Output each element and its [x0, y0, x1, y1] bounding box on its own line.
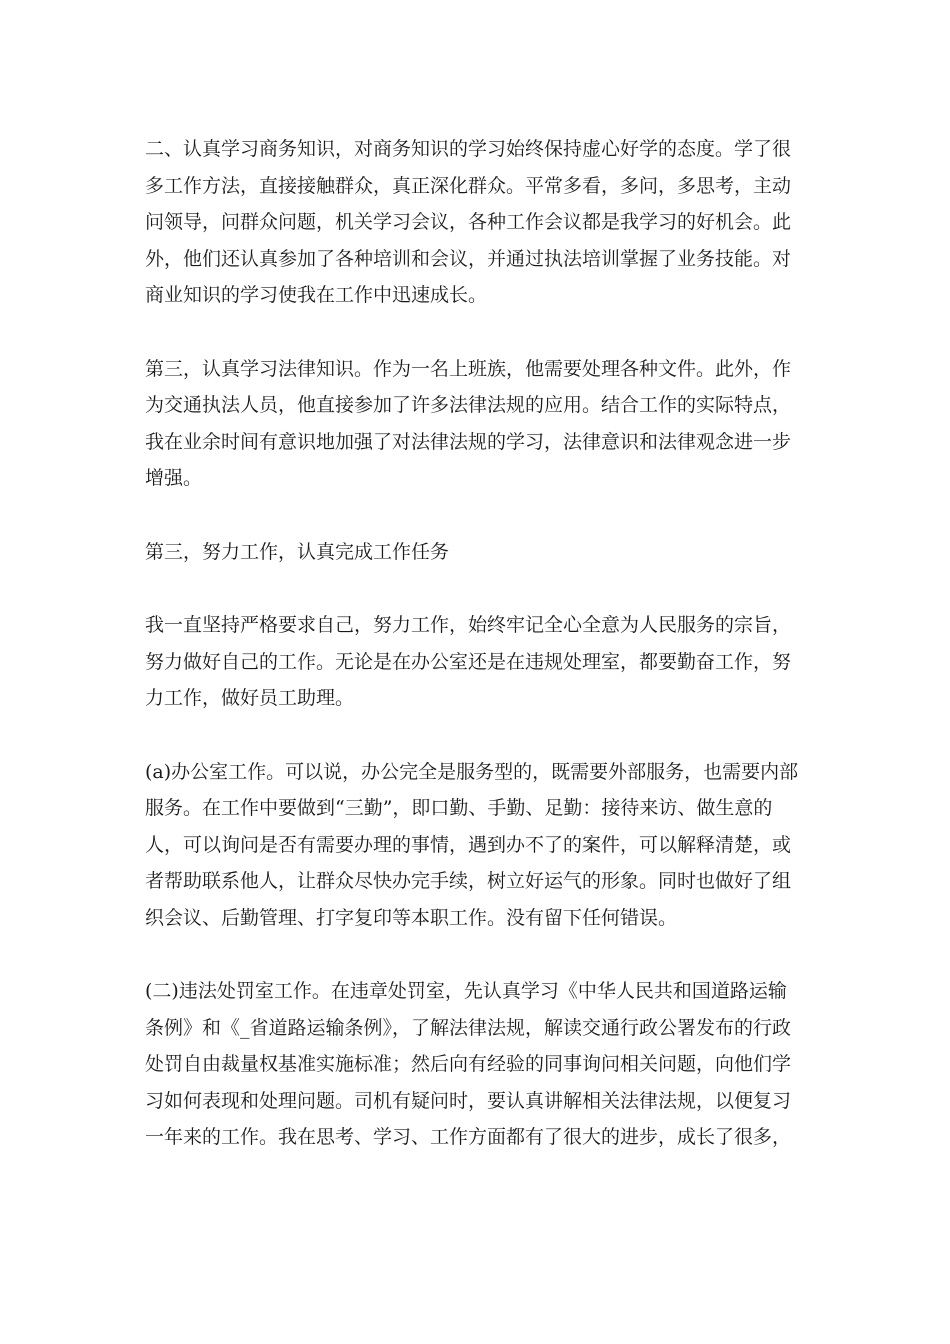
- text-line: 处罚自由裁量权基准实施标准；然后向有经验的同事询问相关问题，向他们学: [145, 1053, 792, 1075]
- text-line: 第三，努力工作，认真完成工作任务: [145, 540, 450, 563]
- text-line: 者帮助联系他人，让群众尽快办完手续，树立好运气的形象。同时也做好了组: [145, 870, 792, 892]
- text-line: 习如何表现和处理问题。司机有疑问时，要认真讲解相关法律法规，以便复习: [145, 1089, 792, 1112]
- paragraph-work-attitude: [145, 607, 810, 717]
- text-line: 力工作，做好员工助理。: [145, 687, 355, 709]
- paragraph-penalty-office: [145, 973, 810, 1156]
- text-line: 多工作方法，直接接触群众，真正深化群众。平常多看，多问，多思考，主动: [145, 174, 792, 197]
- text-line: 问领导，问群众问题，机关学习会议，各种工作会议都是我学习的好机会。此: [145, 211, 792, 233]
- text-line: 二、认真学习商务知识，对商务知识的学习始终保持虚心好学的态度。学了很: [145, 138, 792, 160]
- text-line: (二)违法处罚室工作。在违章处罚室，先认真学习《中华人民共和国道路运输: [145, 980, 787, 1002]
- text-line: 第三，认真学习法律知识。作为一名上班族，他需要处理各种文件。此外，作: [145, 357, 792, 380]
- text-line: 条例》和《_省道路运输条例》，了解法律法规，解读交通行政公署发布的行政: [145, 1016, 792, 1039]
- section-heading: [145, 534, 810, 571]
- text-line: 我在业余时间有意识地加强了对法律法规的学习，法律意识和法律观念进一步: [145, 430, 792, 453]
- text-line: 商业知识的学习使我在工作中迅速成长。: [145, 284, 488, 306]
- text-line: 努力做好自己的工作。无论是在办公室还是在违规处理室，都要勤奋工作，努: [145, 650, 792, 673]
- paragraph-legal-knowledge: [145, 351, 810, 497]
- text-line: 人，可以询问是否有需要办理的事情，遇到办不了的案件，可以解释清楚，或: [145, 833, 792, 856]
- text-line: 我一直坚持严格要求自己，努力工作，始终牢记全心全意为人民服务的宗旨，: [145, 614, 792, 636]
- document-body: [145, 131, 810, 1193]
- text-line: 服务。在工作中要做到“三勤”，即口勤、手勤、足勤：接待来访、做生意的: [145, 797, 773, 819]
- text-line: 外，他们还认真参加了各种培训和会议，并通过执法培训掌握了业务技能。对: [145, 247, 792, 270]
- text-line: (a)办公室工作。可以说，办公完全是服务型的，既需要外部服务，也需要内部: [145, 760, 799, 783]
- text-line: 织会议、后勤管理、打字复印等本职工作。没有留下任何错误。: [145, 906, 678, 929]
- text-line: 为交通执法人员，他直接参加了许多法律法规的应用。结合工作的实际特点，: [145, 394, 792, 416]
- text-line: 一年来的工作。我在思考、学习、工作方面都有了很大的进步，成长了很多，: [145, 1126, 792, 1148]
- paragraph-office-work: [145, 754, 810, 937]
- paragraph-business-knowledge: [145, 131, 810, 314]
- text-line: 增强。: [145, 467, 203, 489]
